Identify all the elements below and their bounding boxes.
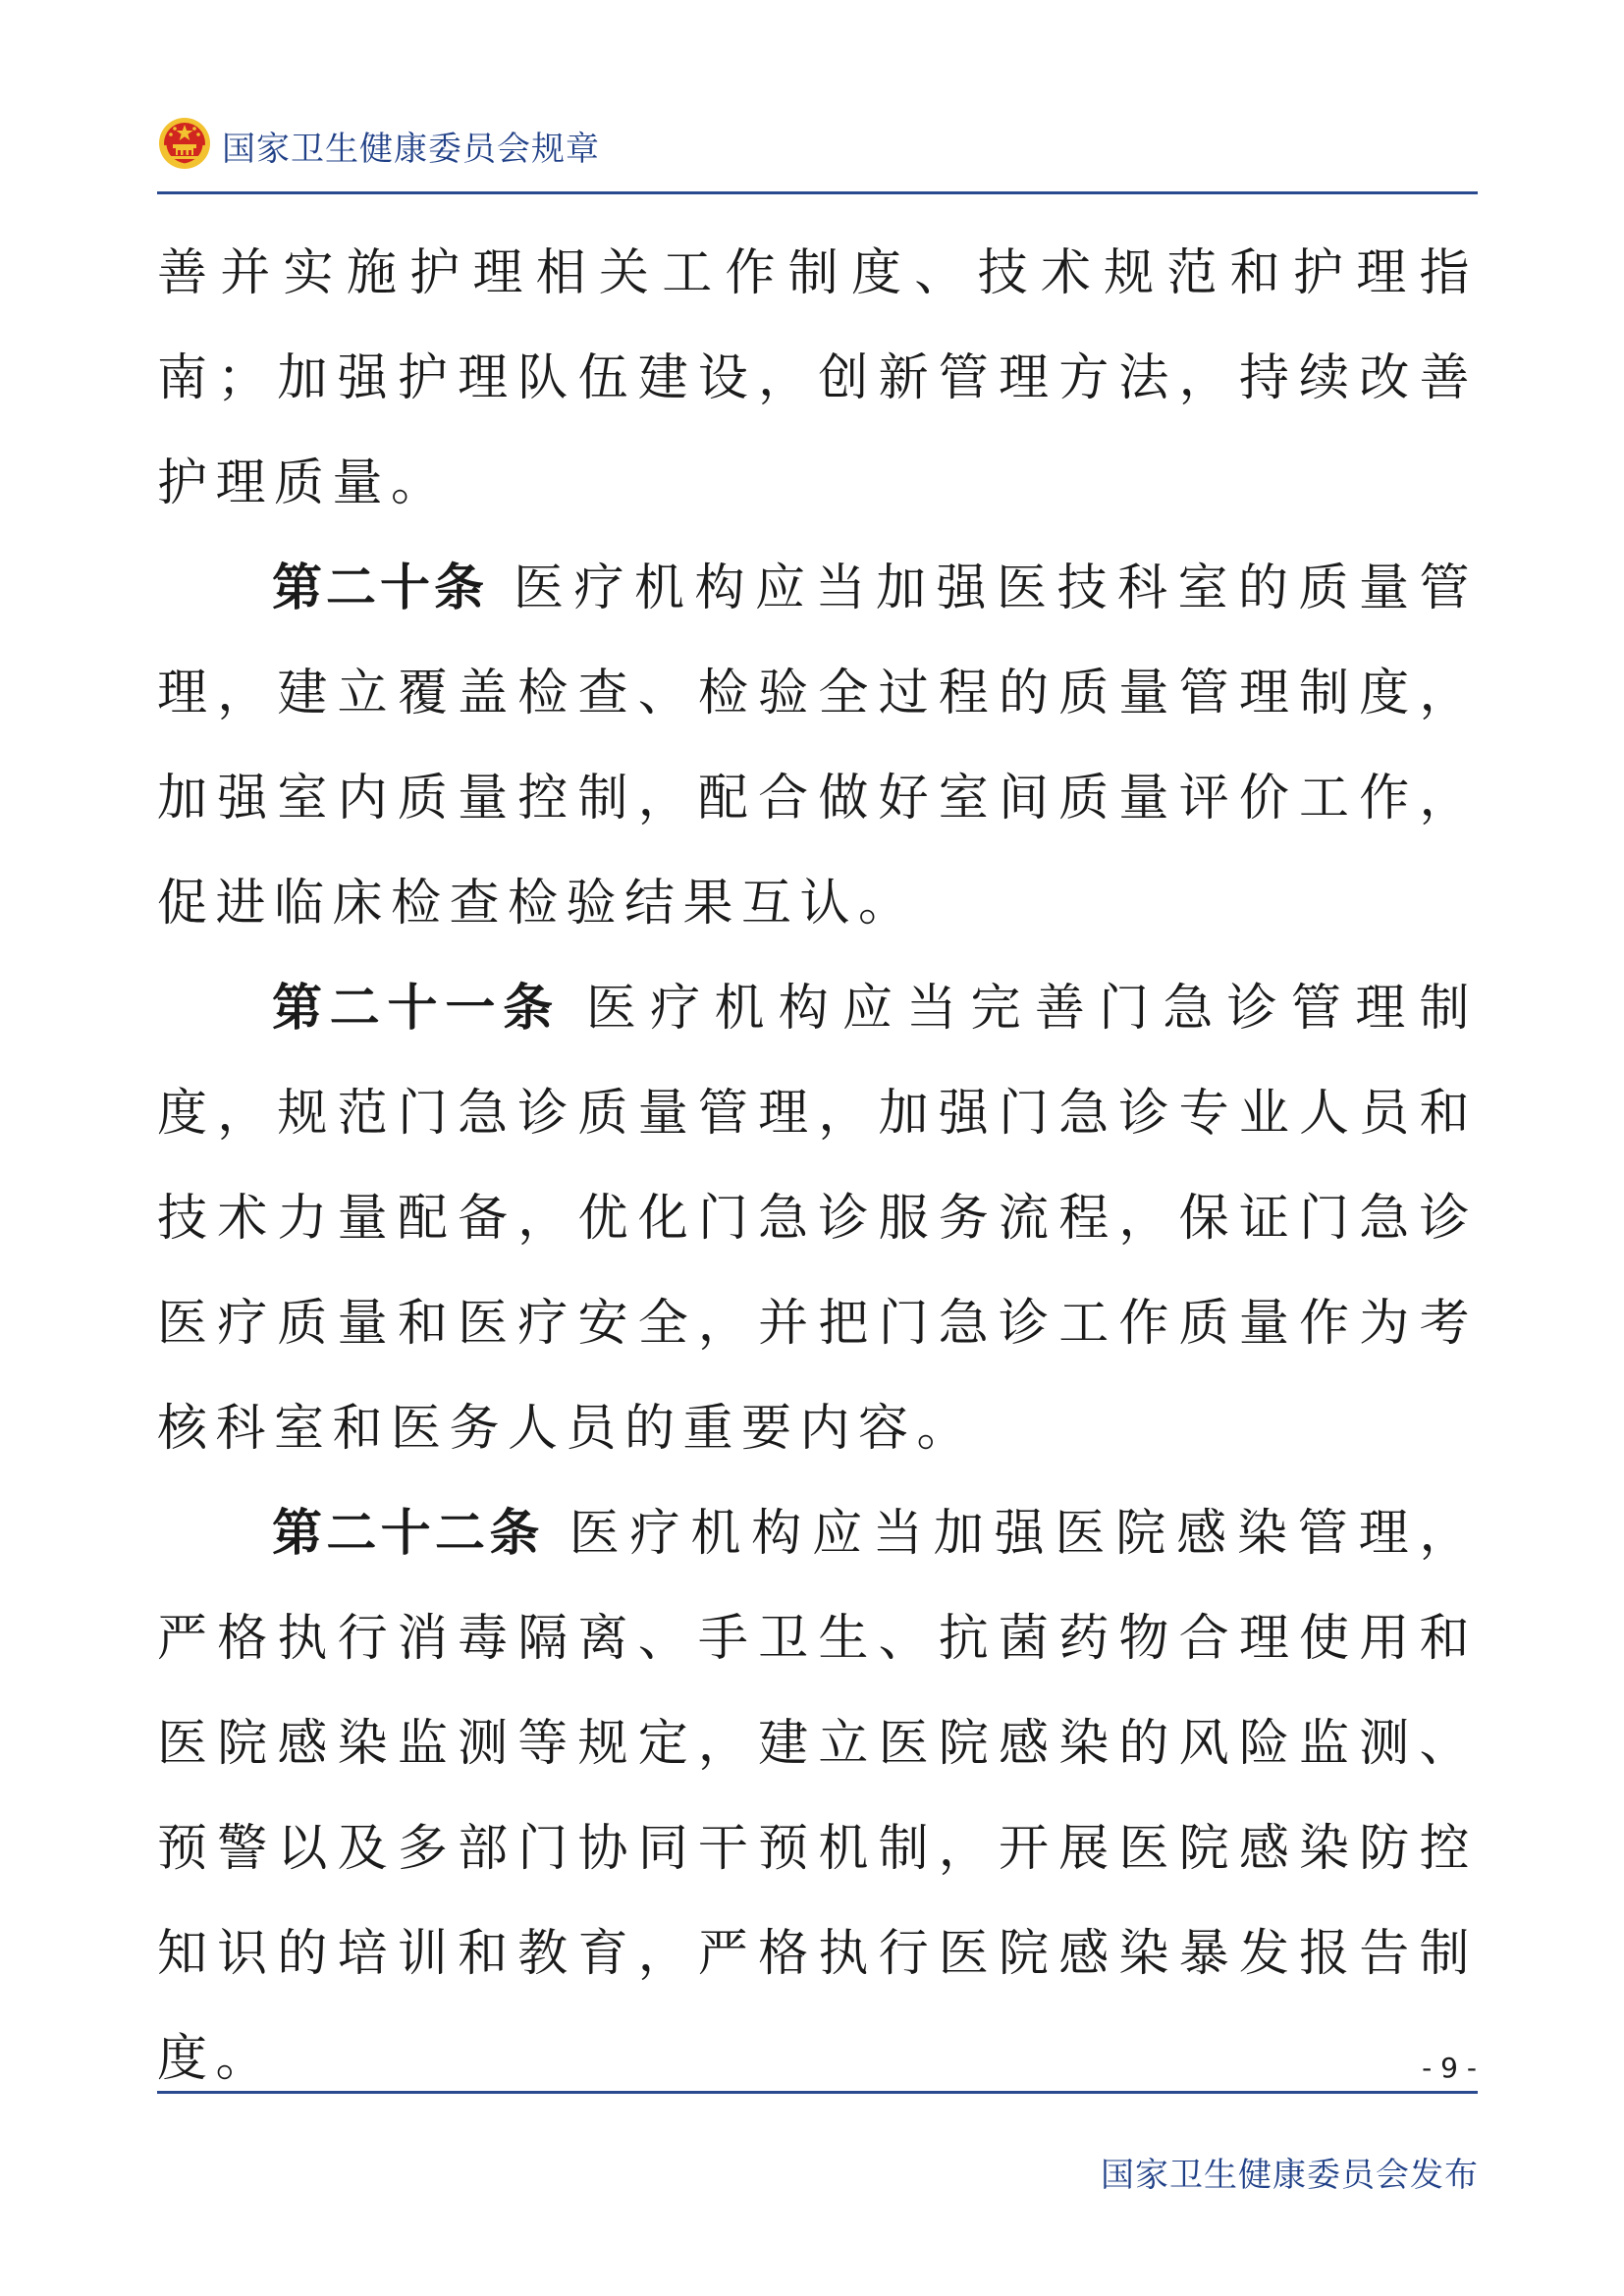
header-divider bbox=[157, 191, 1478, 194]
footer-publisher: 国家卫生健康委员会发布 bbox=[1101, 2156, 1479, 2195]
page-header bbox=[157, 110, 1478, 188]
article-20 bbox=[157, 536, 1478, 956]
paragraph-text: 善并实施护理相关工作制度、技术规范和护理指南；加强护理队伍建设，创新管理方法，持续改善护理质量。 bbox=[157, 244, 1478, 512]
article-21 bbox=[157, 956, 1478, 1481]
paragraph-continuation bbox=[157, 221, 1478, 536]
paragraph-text: 医疗机构应当加强医院感染管理，严格执行消毒隔离、手卫生、抗菌药物合理使用和医院感染监测等规定，建立医院感染的风险监测、预警以及多部门协同干预机制，开展医院感染防控知识的培训和教育，严格执行医院感染暴发报告制度。 bbox=[157, 1505, 1478, 2088]
document-body bbox=[157, 221, 1478, 2111]
article-number: 第二十二条 bbox=[272, 1505, 544, 1563]
header-title: 国家卫生健康委员会规章 bbox=[222, 130, 600, 169]
national-emblem-icon bbox=[157, 116, 212, 171]
page-number: - 9 - bbox=[1422, 2052, 1477, 2084]
article-number: 第二十条 bbox=[272, 560, 488, 617]
paragraph-text: 医疗机构应当加强医技科室的质量管理，建立覆盖检查、检验全过程的质量管理制度，加强室内质量控制，配合做好室间质量评价工作，促进临床检查检验结果互认。 bbox=[157, 560, 1478, 933]
article-number: 第二十一条 bbox=[272, 980, 561, 1038]
footer-divider bbox=[157, 2091, 1478, 2094]
paragraph-text: 医疗机构应当完善门急诊管理制度，规范门急诊质量管理，加强门急诊专业人员和技术力量配备，优化门急诊服务流程，保证门急诊医疗质量和医疗安全，并把门急诊工作质量作为考核科室和医务人员的重要内容。 bbox=[157, 980, 1478, 1458]
article-22 bbox=[157, 1481, 1478, 2111]
